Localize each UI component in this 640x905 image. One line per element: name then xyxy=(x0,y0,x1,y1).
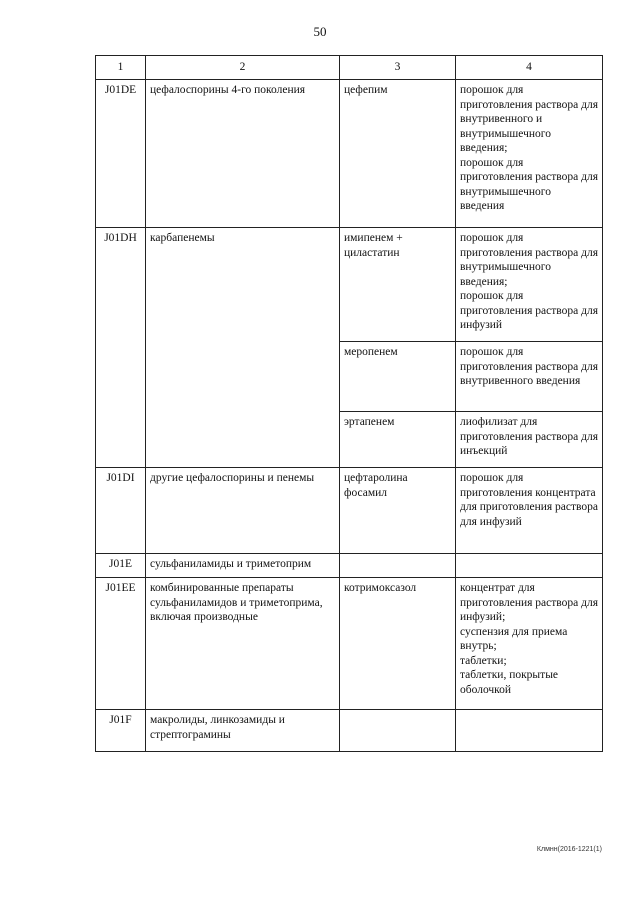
dosage-form: порошок для приготовления концентрата для приготовления раствора для инфузий xyxy=(456,468,603,554)
atc-code: J01DI xyxy=(96,468,146,554)
footer-document-code: Клмнн(2016-1221(1) xyxy=(536,846,602,853)
drug-name: эртапенем xyxy=(340,412,456,468)
table-row xyxy=(96,578,603,710)
atc-code: J01EE xyxy=(96,578,146,710)
dosage-form: лиофилизат для приготовления раствора для инъекций xyxy=(456,412,603,468)
atc-code: J01E xyxy=(96,554,146,578)
table-header-row xyxy=(96,56,603,80)
column-header-1: 1 xyxy=(96,56,146,80)
drug-name: цефепим xyxy=(340,80,456,228)
dosage-form: порошок для приготовления раствора для внутримышечного введения; порошок для приготовления раствора для инфузий xyxy=(456,228,603,342)
group-name: комбинированные препараты сульфаниламидов и триметоприма, включая производные xyxy=(146,578,340,710)
column-header-4: 4 xyxy=(456,56,603,80)
table-row xyxy=(96,710,603,752)
page-number: 50 xyxy=(313,24,327,39)
drug-name: имипенем + циластатин xyxy=(340,228,456,342)
group-name: сульфаниламиды и триметоприм xyxy=(146,554,340,578)
atc-code: J01DE xyxy=(96,80,146,228)
drug-name xyxy=(340,554,456,578)
table-row xyxy=(96,468,603,554)
drug-table xyxy=(95,55,603,752)
atc-code: J01F xyxy=(96,710,146,752)
group-name: цефалоспорины 4-го поколения xyxy=(146,80,340,228)
group-name: макролиды, линкозамиды и стрептограмины xyxy=(146,710,340,752)
group-name: карбапенемы xyxy=(146,228,340,468)
table-row xyxy=(96,80,603,228)
column-header-3: 3 xyxy=(340,56,456,80)
drug-name: котримоксазол xyxy=(340,578,456,710)
dosage-form: концентрат для приготовления раствора для инфузий; суспензия для приема внутрь; таблетки; таблетки, покрытые оболочкой xyxy=(456,578,603,710)
group-name: другие цефалоспорины и пенемы xyxy=(146,468,340,554)
dosage-form xyxy=(456,710,603,752)
dosage-form: порошок для приготовления раствора для внутривенного и внутримышечного введения; порошок для приготовления раствора для внутримышечного введения xyxy=(456,80,603,228)
atc-code: J01DH xyxy=(96,228,146,468)
dosage-form: порошок для приготовления раствора для внутривенного введения xyxy=(456,342,603,412)
table-row xyxy=(96,554,603,578)
drug-name: цефтаролина фосамил xyxy=(340,468,456,554)
drug-name: меропенем xyxy=(340,342,456,412)
drug-name xyxy=(340,710,456,752)
table-row xyxy=(96,228,603,342)
dosage-form xyxy=(456,554,603,578)
column-header-2: 2 xyxy=(146,56,340,80)
